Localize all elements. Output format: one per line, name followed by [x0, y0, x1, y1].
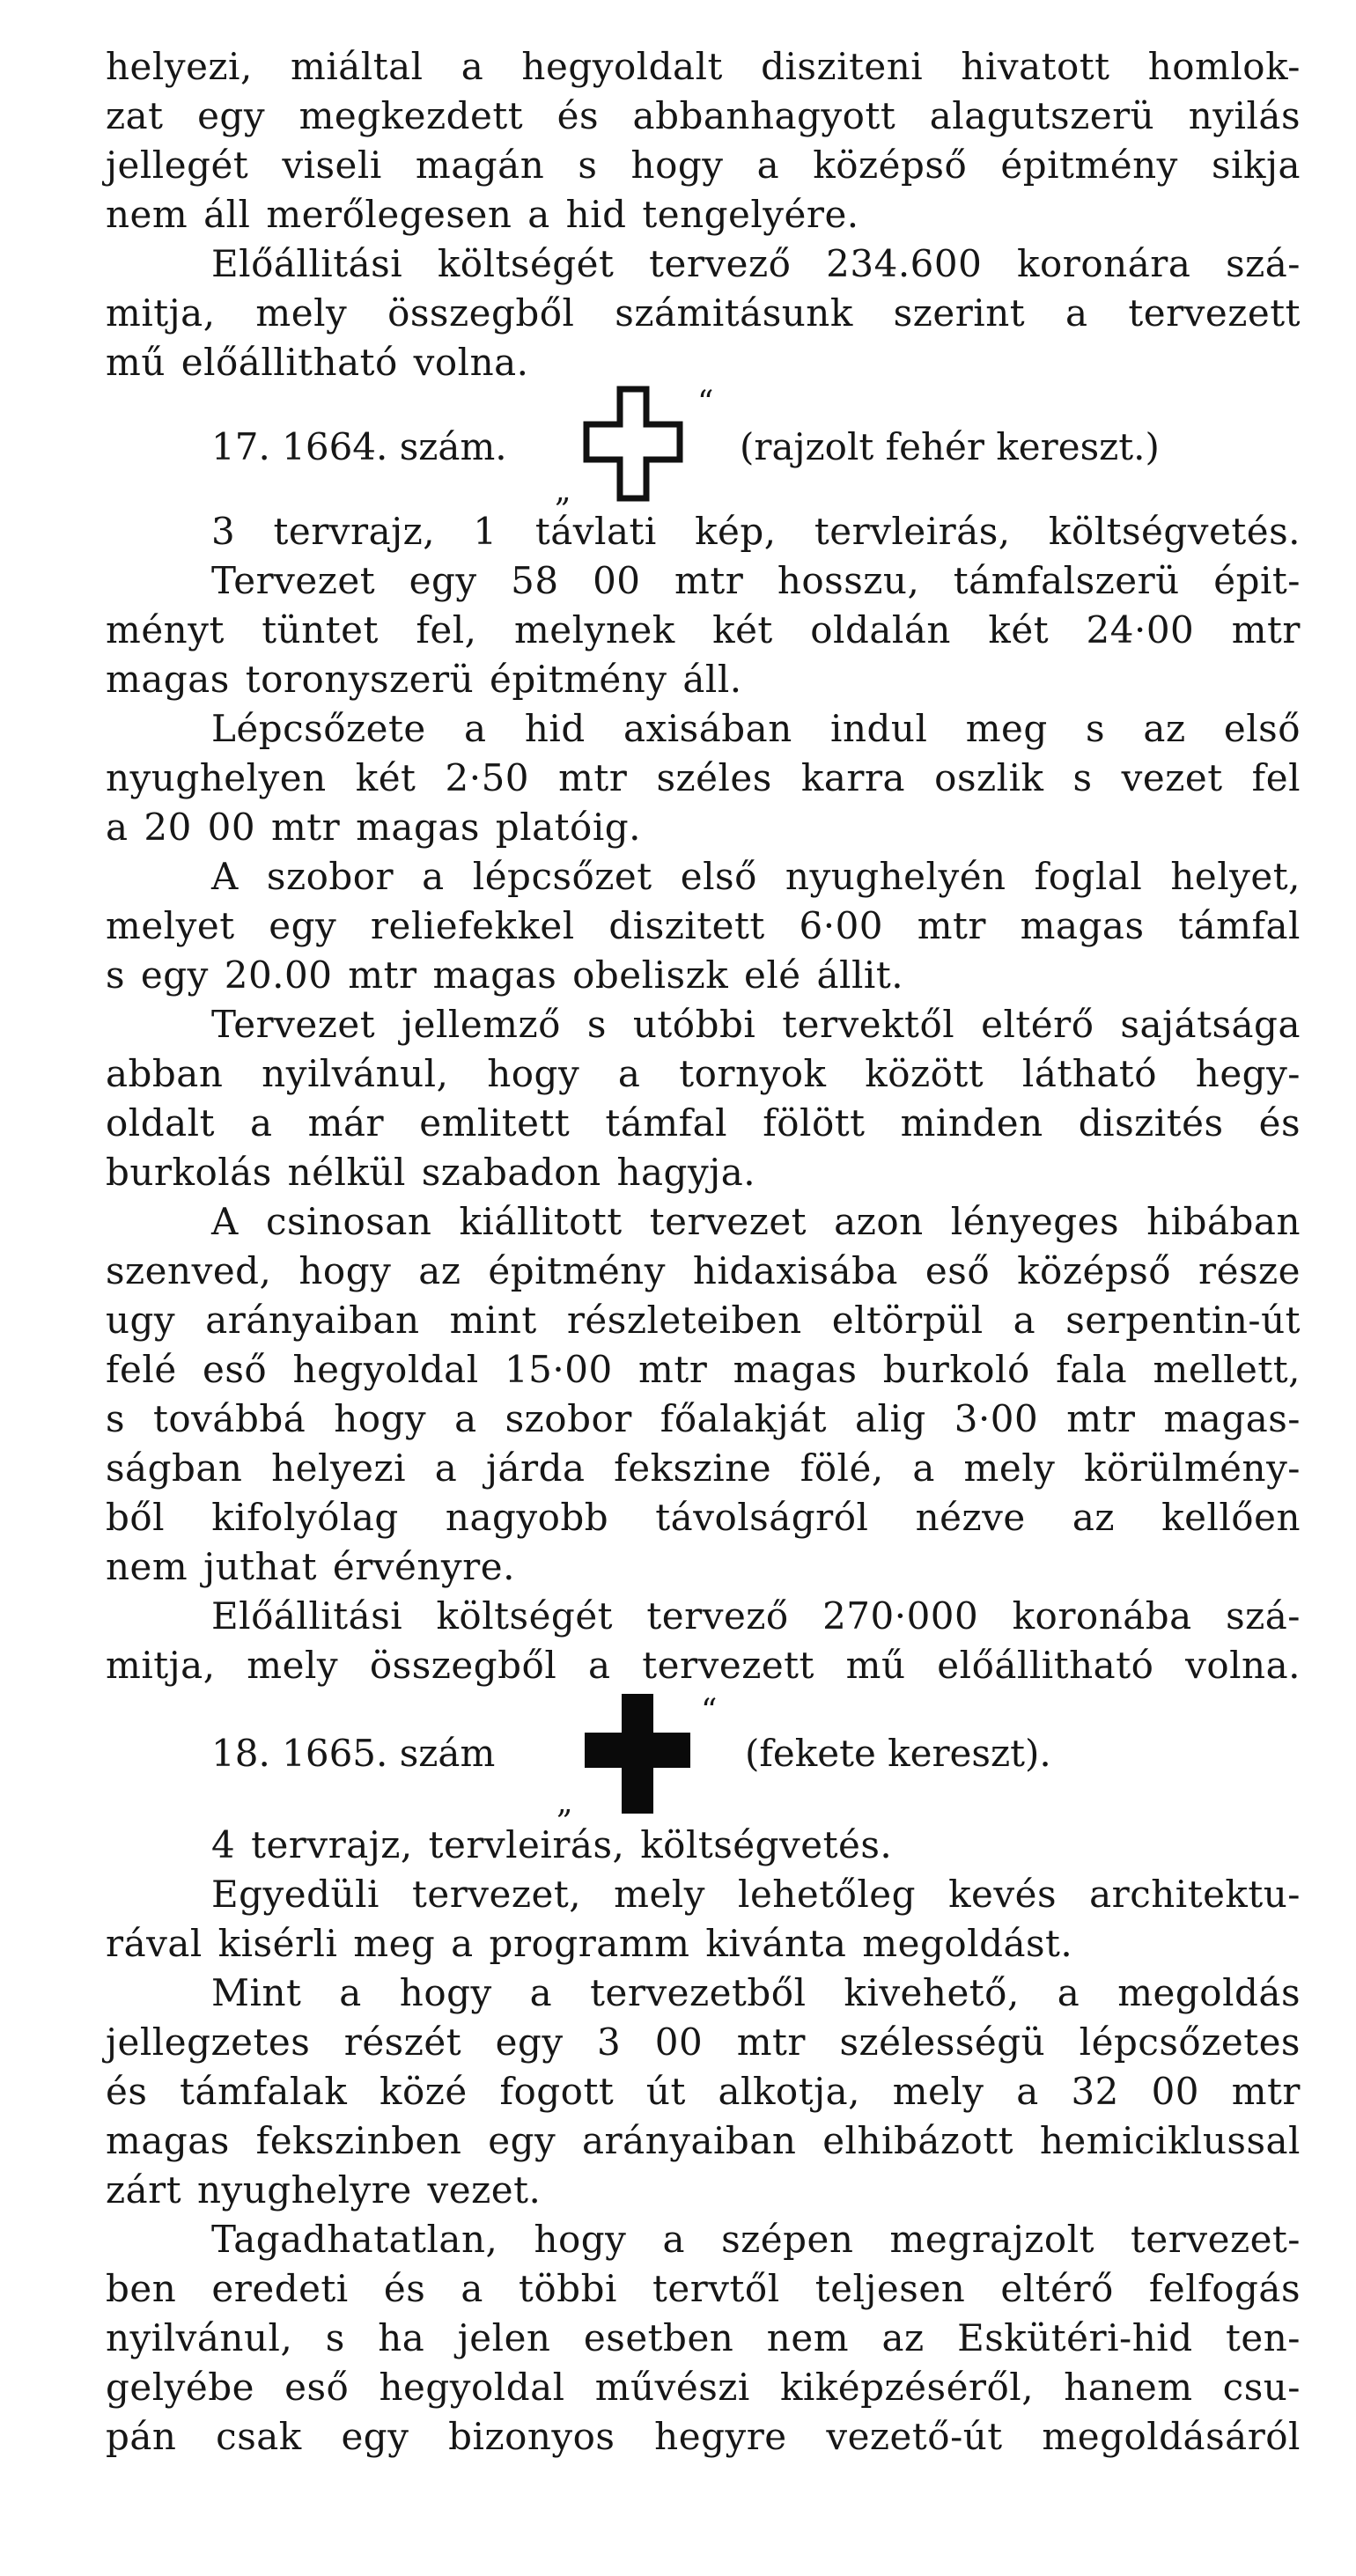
entry-17-quote-open: „ — [555, 473, 571, 509]
text-line: Egyedüli tervezet, mely lehetőleg kevés architektu- — [211, 1873, 1301, 1916]
entry-18-quote-open: „ — [556, 1785, 573, 1821]
text-line: s továbbá hogy a szobor főalakját alig 3·00 mtr magas- — [106, 1397, 1301, 1440]
text-line: 4 tervrajz, tervleirás, költségvetés. — [211, 1823, 893, 1866]
text-line: mitja, mely összegből a tervezett mű előállitható volna. — [106, 1644, 1301, 1687]
text-line: nyilvánul, s ha jelen esetben nem az Eskütéri-hid ten- — [106, 2316, 1301, 2359]
text-line: ugy arányaiban mint részleteiben eltörpül a serpentin-út — [106, 1299, 1301, 1342]
entry-17-number: 17. 1664. szám. — [211, 425, 507, 468]
text-line: mű előállitható volna. — [106, 341, 529, 384]
entry-18-quote-close: “ — [701, 1693, 718, 1729]
text-line: melyet egy reliefekkel diszitett 6·00 mtr magas támfal — [106, 904, 1301, 947]
text-line: zárt nyughelyre vezet. — [106, 2168, 542, 2212]
text-line: ságban helyezi a járda fekszine fölé, a mely körülmény- — [106, 1446, 1301, 1490]
text-line: mitja, mely összegből számitásunk szerint a tervezett — [106, 291, 1301, 335]
entry-17-description: (rajzolt fehér kereszt.) — [740, 425, 1160, 468]
text-line: nem áll merőlegesen a hid tengelyére. — [106, 193, 859, 236]
black-cross-icon — [585, 1694, 690, 1814]
text-line: gelyébe eső hegyoldal művészi kiképzéséről, hanem csu- — [106, 2366, 1301, 2409]
text-line: szenved, hogy az épitmény hidaxisába eső középső része — [106, 1249, 1301, 1292]
text-line: Előállitási költségét tervező 234.600 koronára szá- — [211, 242, 1301, 285]
text-line: felé eső hegyoldal 15·00 mtr magas burkoló fala mellett, — [106, 1348, 1301, 1391]
entry-18-number: 18. 1665. szám — [211, 1732, 496, 1775]
text-line: nem juthat érvényre. — [106, 1545, 515, 1588]
text-line: oldalt a már emlitett támfal fölött minden diszités és — [106, 1101, 1301, 1144]
text-line: a 20 00 mtr magas platóig. — [106, 806, 641, 849]
text-line: helyezi, miáltal a hegyoldalt disziteni hivatott homlok- — [106, 45, 1301, 88]
text-line: nyughelyen két 2·50 mtr széles karra oszlik s vezet fel — [106, 756, 1301, 799]
text-line: Lépcsőzete a hid axisában indul meg s az első — [211, 707, 1301, 750]
text-line: és támfalak közé fogott út alkotja, mely a 32 00 mtr — [106, 2070, 1301, 2113]
text-line: zat egy megkezdett és abbanhagyott alagutszerü nyilás — [106, 94, 1301, 137]
text-line: s egy 20.00 mtr magas obeliszk elé állit. — [106, 953, 904, 997]
text-line: Előállitási költségét tervező 270·000 koronába szá- — [211, 1594, 1301, 1638]
text-line: jellegzetes részét egy 3 00 mtr szélességü lépcsőzetes — [106, 2020, 1301, 2064]
entry-17-quote-close: “ — [697, 385, 714, 421]
text-line: Mint a hogy a tervezetből kivehető, a megoldás — [211, 1971, 1301, 2014]
text-line: Tagadhatatlan, hogy a szépen megrajzolt tervezet- — [211, 2218, 1301, 2261]
text-line: ből kifolyólag nagyobb távolságról nézve az kellően — [106, 1496, 1301, 1539]
text-line: burkolás nélkül szabadon hagyja. — [106, 1151, 756, 1194]
text-line: 3 tervrajz, 1 távlati kép, tervleirás, költségvetés. — [211, 510, 1301, 553]
text-line: rával kisérli meg a programm kivánta megoldást. — [106, 1922, 1073, 1965]
text-line: magas fekszinben egy arányaiban elhibázott hemiciklussal — [106, 2119, 1301, 2162]
text-line: ményt tüntet fel, melynek két oldalán két 24·00 mtr — [106, 608, 1301, 651]
white-cross-icon — [581, 386, 685, 502]
text-line: ben eredeti és a többi tervtől teljesen eltérő felfogás — [106, 2267, 1301, 2310]
text-line: A szobor a lépcsőzet első nyughelyén foglal helyet, — [211, 855, 1301, 898]
entry-18-description: (fekete kereszt). — [745, 1732, 1051, 1775]
text-line: jellegét viseli magán s hogy a középső épitmény sikja — [106, 144, 1301, 187]
text-line: A csinosan kiállitott tervezet azon lényeges hibában — [211, 1200, 1301, 1243]
text-line: Tervezet jellemző s utóbbi tervektől eltérő sajátsága — [211, 1003, 1301, 1046]
text-line: abban nyilvánul, hogy a tornyok között látható hegy- — [106, 1052, 1301, 1095]
text-line: pán csak egy bizonyos hegyre vezető-út megoldásáról — [106, 2415, 1301, 2458]
text-line: magas toronyszerü épitmény áll. — [106, 658, 742, 701]
text-line: Tervezet egy 58 00 mtr hosszu, támfalszerü épit- — [211, 559, 1301, 602]
